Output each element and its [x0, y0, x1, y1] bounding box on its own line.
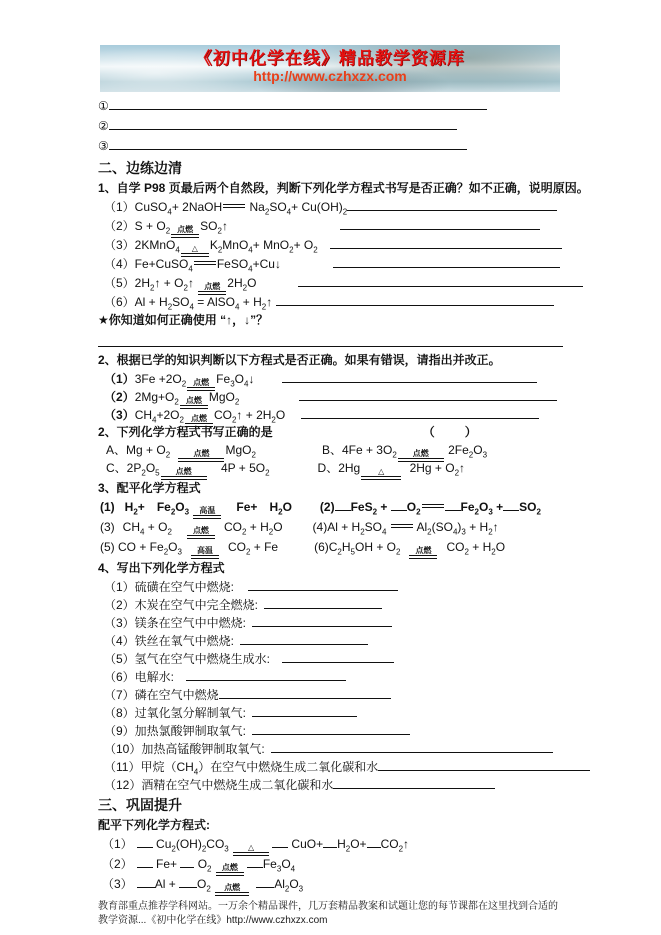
- spacer: [292, 510, 320, 511]
- subscript: 2: [392, 450, 397, 460]
- bold-run: （1）: [104, 372, 135, 386]
- equation-line: [361, 476, 401, 480]
- doc-line: A、$Mg + O_2$ 点燃 MgO$_2$ B、$4Fe + 3O_2$ 点燃 $2Fe_2O_3$: [106, 441, 565, 459]
- answer-blank[interactable]: [247, 854, 263, 868]
- doc-line: （10）加热高锰酸钾制取氧气:: [104, 739, 565, 757]
- subscript: 2: [345, 844, 351, 854]
- subscript: 2: [474, 507, 479, 517]
- spacer: [273, 435, 423, 436]
- answer-blank[interactable]: [248, 577, 398, 591]
- subscript: 2: [217, 245, 223, 255]
- subscript: 3: [276, 864, 282, 874]
- subscript: 2: [360, 527, 365, 537]
- subscript: 2: [231, 415, 237, 425]
- answer-blank[interactable]: [252, 703, 357, 717]
- doc-line: （2） $Fe+ O_2$ 点燃 $Fe_3O_4$: [102, 854, 565, 874]
- answer-blank[interactable]: [240, 631, 368, 645]
- subscript: 4: [248, 245, 253, 255]
- doc-line: （1）硫磺在空气中燃烧:: [104, 577, 565, 595]
- answer-blank[interactable]: [298, 273, 583, 287]
- subscript: 2: [141, 468, 146, 478]
- spacer: [234, 590, 248, 591]
- subscript: 2: [167, 302, 173, 312]
- equation-line: [215, 892, 249, 896]
- bold-run: （2）: [104, 390, 135, 404]
- doc-line: (5) CO + $Fe_2O_3$ 高温 $CO_2 + Fe$ $(6)C_2H_5OH + O_2$ 点燃 $CO_2 + H_2O$: [100, 537, 565, 557]
- spacer: [318, 248, 330, 249]
- subscript: 2: [264, 207, 270, 217]
- spacer: [400, 550, 408, 551]
- doc-line: $(2)S + O_2$ 点燃 $SO_2↑$: [104, 216, 565, 235]
- doc-line: （11）甲烷$(CH_4)$在空气中燃烧生成二氧化碳和水: [104, 757, 565, 775]
- spacer: [402, 471, 406, 472]
- spacer: [239, 400, 299, 401]
- spacer: [222, 510, 236, 511]
- spacer: [281, 267, 333, 268]
- spacer: [256, 453, 322, 454]
- spacer: [228, 229, 340, 230]
- subscript: 4: [234, 302, 240, 312]
- subscript: 2: [337, 547, 342, 557]
- subscript: 4: [452, 527, 458, 537]
- doc-line: （1） $Cu_2(OH)_2CO_3$ △ $CuO+ H_2O+$ $CO_2↑$: [102, 834, 565, 854]
- subscript: 2: [245, 547, 251, 557]
- answer-blank[interactable]: [391, 497, 407, 511]
- spacer: [270, 471, 318, 472]
- answer-blank[interactable]: [276, 292, 554, 306]
- subscript: 5: [350, 547, 355, 557]
- answer-blank[interactable]: [252, 613, 392, 627]
- subscript: 2: [278, 507, 283, 517]
- spacer: [435, 435, 465, 436]
- reaction-condition: [409, 546, 437, 559]
- spacer: [172, 530, 186, 531]
- answer-blank[interactable]: [503, 497, 519, 511]
- site-banner: [100, 45, 560, 92]
- spacer: [285, 418, 301, 419]
- answer-blank[interactable]: [330, 235, 562, 249]
- condition-label: △: [191, 244, 198, 253]
- banner-title: 《初中化学在线》精品教学资源库: [195, 49, 465, 68]
- condition-label: △: [248, 843, 255, 852]
- doc-line: 2、根据已学的知识判断以下方程式是否正确。如果有错误，请指出并改正。: [98, 353, 501, 367]
- spacer: [278, 550, 314, 551]
- answer-blank[interactable]: [367, 834, 381, 848]
- doc-line: 2、下列化学方程式书写正确的是 （ ）: [98, 425, 477, 439]
- condition-label: 高温: [196, 546, 213, 555]
- doc-line: （4）铁丝在氧气中燃烧:: [104, 631, 565, 649]
- doc-line: $(1)3Fe +2O_2$ 点燃 $Fe_3O_4↓$: [104, 369, 565, 387]
- answer-blank[interactable]: [271, 739, 553, 753]
- subscript: 2: [207, 864, 212, 874]
- spacer: [115, 510, 125, 511]
- subscript: 2: [427, 527, 432, 537]
- answer-blank[interactable]: [378, 757, 590, 771]
- subscript: 2: [206, 884, 211, 894]
- bold-run: （3）: [104, 408, 135, 422]
- answer-blank[interactable]: [347, 197, 557, 211]
- doc-line: 4、写出下列化学方程式: [98, 561, 225, 575]
- answer-blank[interactable]: [264, 595, 382, 609]
- doc-line: （4）Fe+CuSO$_4$ FeSO$_4$+Cu↓: [104, 254, 565, 273]
- subscript: 2: [268, 527, 274, 537]
- equation-line: [223, 204, 245, 208]
- doc-line: （3）2KMnO$_4$ △ $K_2MnO_4+ MnO_2+ O_2$: [104, 235, 565, 254]
- subscript: 4: [167, 207, 172, 217]
- answer-blank[interactable]: [109, 116, 457, 130]
- condition-label: △: [378, 467, 385, 476]
- doc-line: （3）镁条在空气中中燃烧:: [104, 613, 565, 631]
- doc-line: (1) $H_2+ Fe_2O_3$ 高温 $Fe+ H_2O$ (2) $FeS_2 + O_2$ $Fe_2O_3 + SO_2$: [100, 497, 565, 517]
- answer-blank[interactable]: [98, 333, 563, 347]
- condition-label: 高温: [199, 506, 216, 515]
- doc-line: ③: [98, 136, 565, 156]
- subscript: 2: [174, 397, 179, 407]
- subscript: 2: [313, 245, 318, 255]
- subscript: 2: [217, 226, 222, 236]
- subscript: 2: [536, 507, 541, 517]
- subscript: 3: [488, 507, 493, 517]
- subscript: 2: [170, 507, 176, 517]
- spacer: [173, 453, 177, 454]
- subscript: 3: [461, 527, 466, 537]
- answer-blank[interactable]: [256, 874, 274, 888]
- condition-label: 点燃: [412, 449, 429, 458]
- spacer: [216, 530, 224, 531]
- subscript: 2: [491, 547, 496, 557]
- subscript: 4: [175, 245, 180, 255]
- answer-blank[interactable]: [186, 667, 346, 681]
- subscript: 4: [189, 302, 194, 312]
- spacer: [257, 510, 269, 511]
- subscript: 4: [243, 379, 249, 389]
- spacer: [254, 382, 282, 383]
- answer-blank[interactable]: [109, 96, 487, 110]
- banner-url[interactable]: http://www.czhxzx.com: [253, 68, 407, 84]
- answer-blank[interactable]: [323, 834, 337, 848]
- subscript: 4: [286, 207, 292, 217]
- doc-line: $(5)2H_2↑$ + $O_2↑$ 点燃 $2H_2O$: [104, 273, 565, 292]
- subscript: 4: [248, 264, 253, 274]
- doc-line: （2）木炭在空气中完全燃烧:: [104, 595, 565, 613]
- answer-blank[interactable]: [301, 405, 539, 419]
- subscript: 2: [183, 283, 188, 293]
- doc-line: （7）磷在空气中燃烧: [104, 685, 565, 703]
- answer-blank[interactable]: [137, 874, 155, 888]
- doc-line: （3） $Al + O_2$ 点燃 $Al_2O_3$: [102, 874, 565, 894]
- condition-label: 点燃: [193, 449, 210, 458]
- subscript: 2: [342, 207, 348, 217]
- subscript: 2: [241, 527, 247, 537]
- answer-blank[interactable]: [179, 874, 197, 888]
- document-content: [98, 96, 589, 928]
- answer-blank[interactable]: [333, 775, 495, 789]
- doc-line: [98, 333, 565, 351]
- condition-label: 点燃: [192, 526, 209, 535]
- subscript: 2: [284, 884, 290, 894]
- subscript: 3: [482, 450, 488, 460]
- spacer: [145, 510, 157, 511]
- subscript: 2: [165, 226, 171, 236]
- subscript: 2: [464, 547, 469, 557]
- doc-line: 教学资源...《初中化学在线》http://www.czhxzx.com: [98, 915, 328, 926]
- equation-line: [409, 555, 437, 559]
- subscript: 2: [234, 397, 240, 407]
- subscript: 2: [163, 547, 169, 557]
- doc-line: ②: [98, 116, 565, 136]
- spacer: [208, 471, 218, 472]
- subscript: 2: [289, 245, 294, 255]
- equation-line: [194, 261, 216, 265]
- subscript: 2: [488, 527, 493, 537]
- spacer: [283, 530, 313, 531]
- spacer: [115, 530, 123, 531]
- subscript: 3: [298, 884, 304, 894]
- doc-line: $(3)CH_4+2O_2$ 点燃 $CO_2↑ + 2H_2O$: [104, 405, 565, 423]
- doc-line: (3) $CH_4 + O_2$ 点燃 $CO_2 + H_2O$ $(4)Al + H_2SO_4$ $Al_2(SO_4)_3$ + $H_2↑$: [100, 517, 565, 537]
- subscript: 2: [201, 844, 207, 854]
- subscript: 2: [265, 468, 270, 478]
- subscript: 2: [242, 283, 248, 293]
- answer-blank[interactable]: [180, 854, 194, 868]
- subscript: 3: [224, 844, 229, 854]
- subscript: 4: [382, 527, 387, 537]
- doc-line: 教育部重点推荐学科网站。一万余个精品课件，几万套精品教案和试题让您的每节课都在这里找到合适的: [98, 901, 558, 912]
- condition-label: 点燃: [204, 282, 221, 291]
- answer-blank[interactable]: [109, 136, 467, 150]
- answer-blank[interactable]: [137, 834, 153, 848]
- condition-label: 点燃: [177, 225, 194, 234]
- subscript: 4: [290, 864, 296, 874]
- answer-blank[interactable]: [282, 369, 537, 383]
- equation-line: [391, 524, 413, 528]
- spacer: [174, 680, 186, 681]
- subscript: 4: [140, 527, 145, 537]
- doc-line: （9）加热氯酸钾制取氧气:: [104, 721, 565, 739]
- equals-line: [391, 524, 413, 528]
- answer-blank[interactable]: [299, 387, 557, 401]
- doc-line: ★你知道如何正确使用 “↑，↓”？: [98, 313, 269, 327]
- equals-line: [194, 261, 216, 265]
- doc-line: 二、边练边清: [98, 160, 182, 176]
- subscript: 2: [398, 844, 404, 854]
- subscript: 3: [184, 507, 190, 517]
- condition-label: 点燃: [190, 414, 207, 423]
- subscript: 4: [188, 264, 193, 274]
- equals-line: [422, 504, 444, 508]
- doc-line: （5）氢气在空气中燃烧生成水:: [104, 649, 565, 667]
- subscript: 2: [179, 415, 184, 425]
- spacer: [270, 662, 282, 663]
- condition-label: 点燃: [175, 467, 192, 476]
- answer-blank[interactable]: [137, 854, 153, 868]
- subscript: 2: [167, 527, 172, 537]
- subscript: 2: [454, 468, 460, 478]
- equation-line: [422, 504, 444, 508]
- doc-line: C、$2P_2O_5$ 点燃 $4P + 5O_2$ D、2Hg △ $2Hg + O_2↑$: [106, 459, 565, 477]
- spacer: [220, 550, 228, 551]
- subscript: 2: [251, 450, 256, 460]
- subscript: 2: [416, 507, 421, 517]
- subscript: 2: [150, 283, 155, 293]
- subscript: 4: [193, 767, 199, 777]
- subscript: 3: [177, 547, 182, 557]
- doc-line: $(6)Al + H_2SO_4$ = AlSO$_4$ + $H_2↑$: [104, 292, 565, 311]
- subscript: 2: [468, 450, 474, 460]
- condition-label: 点燃: [193, 378, 210, 387]
- answer-blank[interactable]: [282, 649, 394, 663]
- answer-blank[interactable]: [445, 497, 461, 511]
- condition-label: 点燃: [224, 883, 241, 892]
- spacer: [182, 550, 190, 551]
- subscript: 2: [372, 507, 378, 517]
- doc-line: 配平下列化学方程式:: [98, 818, 210, 832]
- reaction-condition: [191, 546, 219, 559]
- doc-line: （1）CuSO$_4$+ 2NaOH $Na_2SO_4+ Cu(OH)_2$: [104, 197, 565, 216]
- doc-line: （6）电解水:: [104, 667, 565, 685]
- subscript: 5: [155, 468, 160, 478]
- doc-line: $(2)2Mg+O_2$ 点燃 MgO$_2$: [104, 387, 565, 405]
- subscript: 2: [165, 450, 171, 460]
- condition-label: 点燃: [221, 863, 238, 872]
- spacer: [438, 550, 446, 551]
- subscript: 2: [171, 844, 176, 854]
- doc-line: 3、配平化学方程式: [98, 481, 201, 495]
- subscript: 2: [181, 379, 187, 389]
- subscript: 2: [396, 547, 401, 557]
- subscript: 2: [271, 415, 276, 425]
- answer-blank[interactable]: [219, 685, 391, 699]
- doc-line: ①: [98, 96, 565, 116]
- spacer: [256, 286, 298, 287]
- doc-line: （8）过氧化氢分解制氧气:: [104, 703, 565, 721]
- doc-line: 三、巩固提升: [98, 797, 182, 813]
- subscript: 3: [230, 379, 235, 389]
- doc-line: （12）酒精在空气中燃烧生成二氧化碳和水: [104, 775, 565, 793]
- answer-blank[interactable]: [335, 497, 351, 511]
- answer-blank[interactable]: [340, 216, 540, 230]
- answer-blank[interactable]: [272, 834, 288, 848]
- subscript: 2: [133, 507, 138, 517]
- condition-label: 点燃: [415, 546, 432, 555]
- subscript: 4: [152, 415, 157, 425]
- reaction-condition: [215, 883, 249, 896]
- answer-blank[interactable]: [252, 721, 410, 735]
- equals-line: [223, 204, 245, 208]
- answer-blank[interactable]: [333, 254, 560, 268]
- condition-label: 点燃: [185, 396, 202, 405]
- subscript: 2: [261, 302, 267, 312]
- reaction-condition: [361, 467, 401, 480]
- doc-line: 1、自学 P98 页最后两个自然段，判断下列化学方程式书写是否正确？如不正确，说明原因。: [98, 181, 589, 195]
